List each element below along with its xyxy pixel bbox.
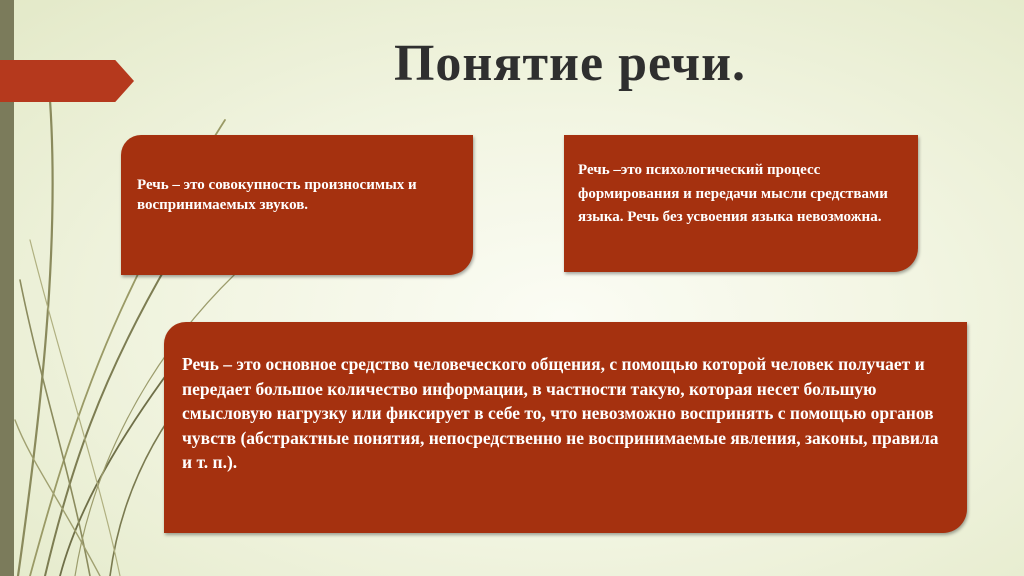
- definition-card-2: [564, 135, 918, 272]
- title-arrow-accent: [0, 60, 134, 102]
- definition-card-1-text: Речь – это совокупность произносимых и воспринимаемых звуков.: [137, 177, 417, 213]
- definition-card-3: [164, 322, 967, 533]
- slide-title: Понятие речи.: [393, 35, 747, 92]
- definition-card-3-text: Речь – это основное средство человеческого общения, с помощью которой человек получает и передает большое количество информации, в частности такую, которая несет большую смысловую нагрузку или фиксирует в себе то, что невозможно воспринять с помощью органов чувств (абстрактные понятия, непосредственно не воспринимаемые явления, законы, правила и т. п.).: [182, 354, 939, 472]
- definition-card-2-text: Речь –это психологический процесс формирования и передачи мысли средствами языка. Речь без усвоения языка невозможна.: [578, 162, 888, 225]
- definition-card-1: [121, 135, 473, 275]
